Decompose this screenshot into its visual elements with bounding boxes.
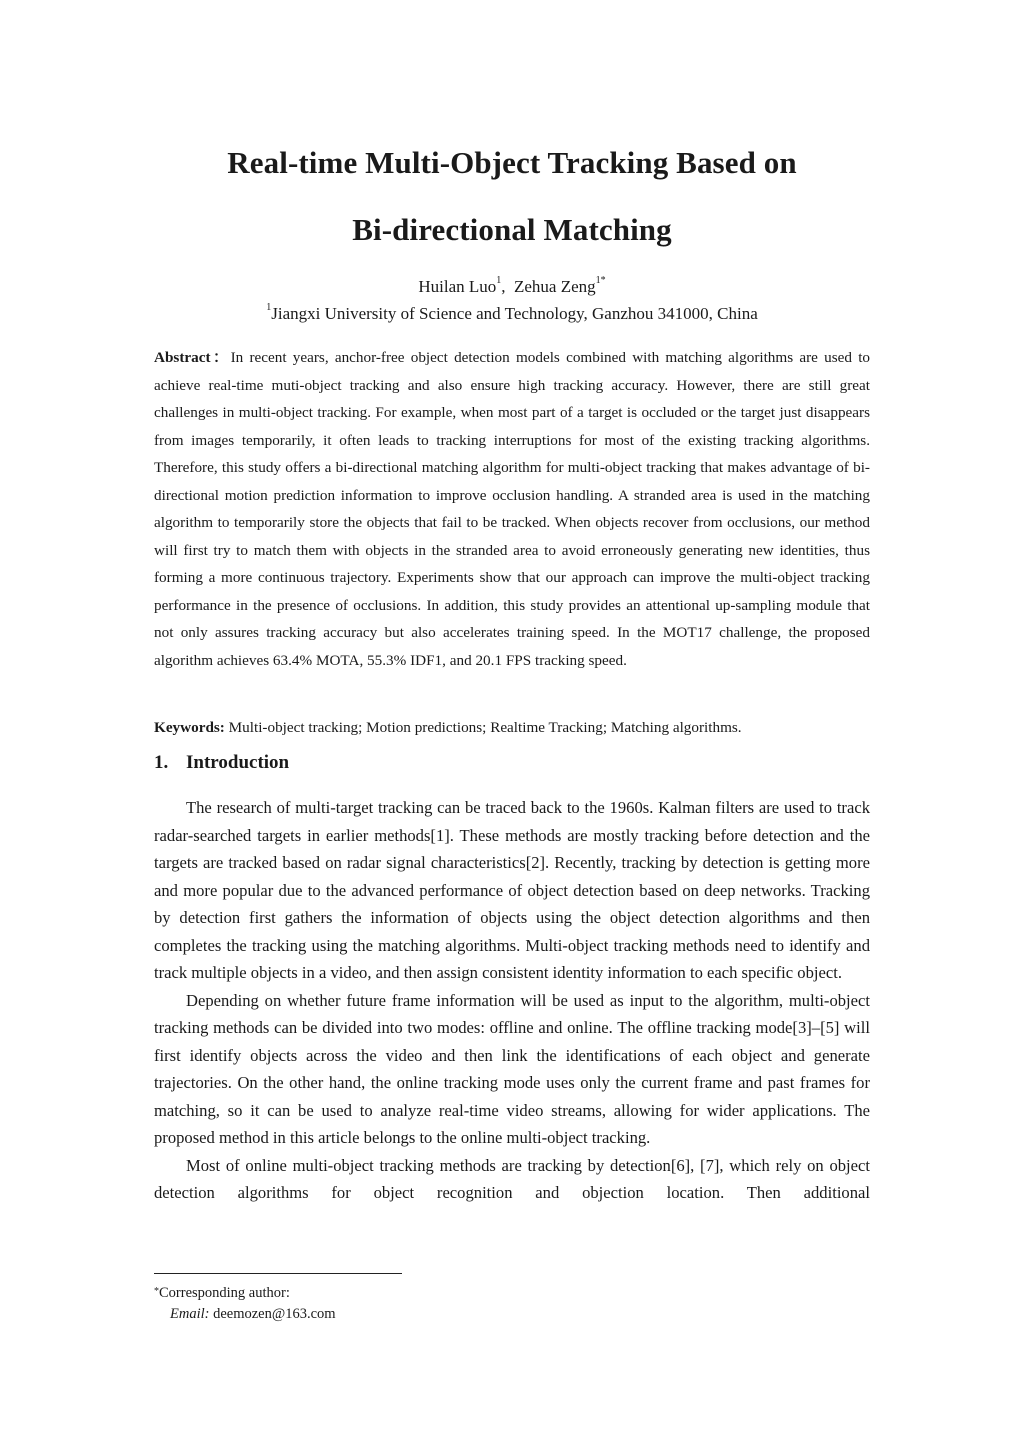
affiliation	[0, 304, 1024, 324]
author-name: Huilan Luo	[418, 277, 497, 296]
email-label: Email:	[170, 1306, 210, 1322]
section-number: 1.	[154, 752, 169, 773]
abstract-text: In recent years, anchor-free object detection models combined with matching algorithms are used to achieve real-time muti-object tracking and also ensure high tracking accuracy. However, there are still great challenges in multi-object tracking. For example, when most part of a target is occluded or the target just disappears from images temporarily, it often leads to tracking interruptions for most of the existing tracking algorithms. Therefore, this study offers a bi-directional matching algorithm for multi-object tracking that makes advantage of bi-directional motion prediction information to improve occlusion handling. A stranded area is used in the matching algorithm to temporarily store the objects that fail to be tracked. When objects recover from occlusions, our method will first try to match them with objects in the stranded area to avoid erroneously generating new identities, thus forming a more continuous trajectory. Experiments show that our approach can improve the multi-object tracking performance in the presence of occlusions. In addition, this study provides an attentional up-sampling module that not only assures tracking accuracy but also accelerates training speed. In the MOT17 challenge, the proposed algorithm achieves 63.4% MOTA, 55.3% IDF1, and 20.1 FPS tracking speed.	[154, 349, 871, 669]
paragraph: Most of online multi-object tracking methods are tracking by detection[6], [7], which rely on object detection algorithms for object recognition and objection location. Then additional	[154, 1155, 870, 1202]
footnote-divider	[154, 1273, 402, 1274]
paper-title-line-1: Real-time Multi-Object Tracking Based on	[227, 145, 797, 180]
abstract	[154, 344, 870, 674]
paragraph: The research of multi-target tracking can be traced back to the 1960s. Kalman filters are used to track radar-searched targets in earlier methods[1]. These methods are mostly tracking before detection and the targets are tracked based on radar signal characteristics[2]. Recently, tracking by detection is getting more and more popular due to the advanced performance of object detection based on deep networks. Tracking by detection first gathers the information of objects using the object detection algorithms and then completes the tracking using the matching algorithms. Multi-object tracking methods need to identify and track multiple objects in a video, and then assign consistent identity information to each specific object.	[154, 798, 870, 982]
affiliation-text: Jiangxi University of Science and Technology, Ganzhou 341000, China	[271, 304, 758, 323]
author-affiliation-mark: 1*	[595, 275, 606, 286]
abstract-label: Abstract	[154, 349, 211, 366]
keywords	[154, 714, 870, 741]
keywords-label: Keywords:	[154, 719, 225, 736]
author-affiliation-mark: 1	[496, 275, 502, 286]
introduction-body	[154, 794, 870, 1207]
footnote-line-corresponding	[154, 1283, 336, 1304]
footnote-label: Corresponding author:	[159, 1285, 290, 1301]
footnote-mark: *	[154, 1286, 159, 1297]
author-separator: ,	[501, 277, 514, 296]
keywords-text: Multi-object tracking; Motion predictions; Realtime Tracking; Matching algorithms.	[228, 719, 742, 736]
affiliation-mark: 1	[266, 302, 272, 313]
section-heading-introduction	[154, 752, 289, 774]
section-title: Introduction	[186, 752, 290, 773]
author-name: Zehua Zeng	[514, 277, 596, 296]
footnote	[154, 1283, 336, 1325]
paper-title-line-2: Bi-directional Matching	[352, 212, 672, 247]
footnote-line-email	[154, 1304, 336, 1325]
email-address: deemozen@163.com	[213, 1306, 336, 1322]
author-list	[0, 277, 1024, 297]
paragraph: Depending on whether future frame information will be used as input to the algorithm, multi-object tracking methods can be divided into two modes: offline and online. The offline tracking mode[3]–[5] will first identify objects across the video and then link the identifications of each object and generate trajectories. On the other hand, the online tracking mode uses only the current frame and past frames for matching, so it can be used to analyze real-time video streams, allowing for wider applications. The proposed method in this article belongs to the online multi-object tracking.	[154, 990, 870, 1147]
abstract-separator: ：	[210, 349, 231, 366]
